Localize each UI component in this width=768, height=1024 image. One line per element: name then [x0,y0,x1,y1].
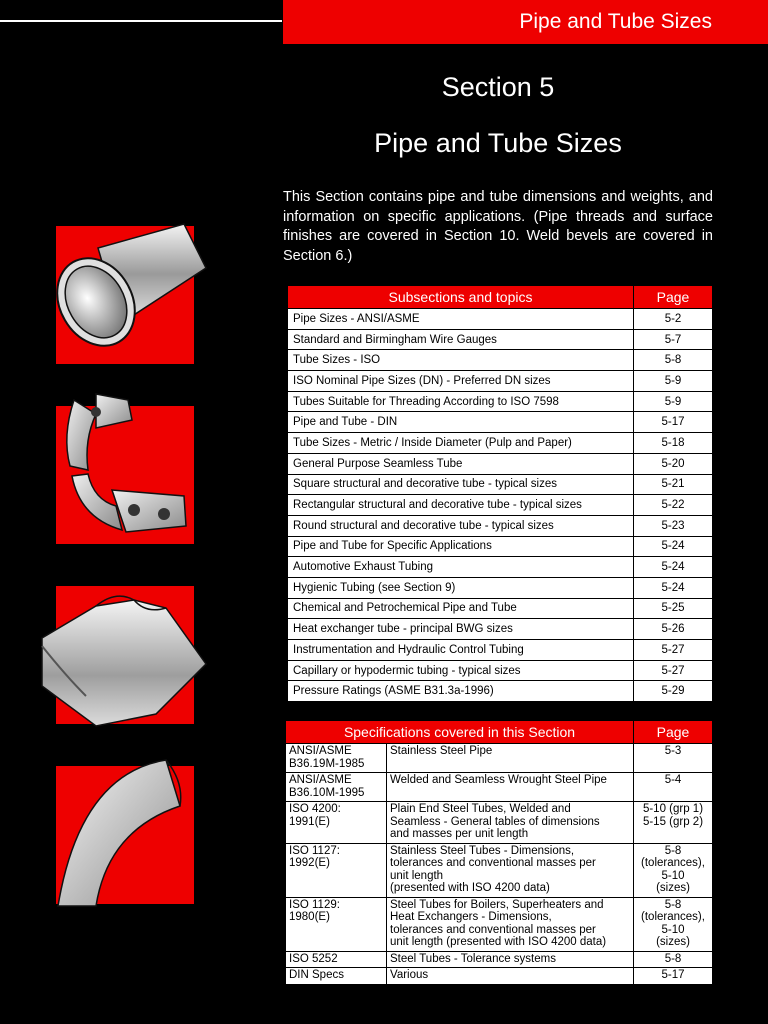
subsection-topic: Tube Sizes - Metric / Inside Diameter (Pulp and Paper) [288,433,634,454]
specification-title: Steel Tubes - Tolerance systems [387,951,634,968]
tee-fitting-icon [56,586,194,724]
specifications-header-spec: Specifications covered in this Section [286,721,634,744]
specification-page: 5-8 [634,951,713,968]
subsections-table [287,285,713,702]
flange-illustration [56,406,194,544]
subsection-topic: Pipe Sizes - ANSI/ASME [288,309,634,330]
subsection-page: 5-21 [634,474,713,495]
subsection-row [288,640,713,661]
subsection-row [288,329,713,350]
specification-row [286,773,713,802]
subsection-row [288,660,713,681]
subsection-topic: Pipe and Tube for Specific Applications [288,536,634,557]
subsection-page: 5-24 [634,557,713,578]
elbow-fitting-icon [56,766,194,904]
specification-row [286,968,713,985]
specification-code: DIN Specs [286,968,387,985]
specification-title: Plain End Steel Tubes, Welded and Seamless - General tables of dimensions and masses per unit length [387,802,634,844]
specifications-header-row [286,721,713,744]
subsection-page: 5-9 [634,371,713,392]
specification-code: ISO 1127: 1992(E) [286,843,387,897]
specification-page: 5-10 (grp 1) 5-15 (grp 2) [634,802,713,844]
subsection-row [288,515,713,536]
intro-paragraph: This Section contains pipe and tube dimensions and weights, and information on specific applications. (Pipe threads and surface finishes are covered in Section 10. Weld bevels are covered in Section 6.) [283,189,713,264]
section-number: Section 5 [441,72,555,102]
section-title: Pipe and Tube Sizes [374,128,622,158]
subsections-header-topic: Subsections and topics [288,286,634,309]
subsection-page: 5-22 [634,495,713,516]
specification-row [286,897,713,951]
specification-row [286,843,713,897]
specification-code: ANSI/ASME B36.10M-1995 [286,773,387,802]
subsection-row [288,577,713,598]
subsection-topic: Tube Sizes - ISO [288,350,634,371]
subsection-topic: Square structural and decorative tube - typical sizes [288,474,634,495]
subsections-header-row [288,286,713,309]
specification-page: 5-4 [634,773,713,802]
pipe-illustration [56,226,194,364]
specification-page: 5-8 (tolerances), 5-10 (sizes) [634,897,713,951]
specification-code: ISO 1129: 1980(E) [286,897,387,951]
specification-page: 5-8 (tolerances), 5-10 (sizes) [634,843,713,897]
specification-title: Welded and Seamless Wrought Steel Pipe [387,773,634,802]
subsection-page: 5-27 [634,660,713,681]
subsection-topic: ISO Nominal Pipe Sizes (DN) - Preferred DN sizes [288,371,634,392]
subsection-topic: Heat exchanger tube - principal BWG sizes [288,619,634,640]
subsection-topic: Pressure Ratings (ASME B31.3a-1996) [288,681,634,702]
subsection-page: 5-20 [634,453,713,474]
subsection-page: 5-24 [634,536,713,557]
subsection-page: 5-18 [634,433,713,454]
subsection-topic: Chemical and Petrochemical Pipe and Tube [288,598,634,619]
subsection-topic: Round structural and decorative tube - typical sizes [288,515,634,536]
header-band [283,0,768,44]
subsection-page: 5-24 [634,577,713,598]
subsection-topic: Hygienic Tubing (see Section 9) [288,577,634,598]
subsection-topic: Instrumentation and Hydraulic Control Tubing [288,640,634,661]
specification-title: Stainless Steel Pipe [387,744,634,773]
elbow-illustration [56,766,194,904]
subsection-row [288,495,713,516]
subsection-topic: Automotive Exhaust Tubing [288,557,634,578]
subsection-page: 5-9 [634,391,713,412]
subsection-row [288,371,713,392]
specifications-header-page: Page [634,721,713,744]
specification-row [286,951,713,968]
subsection-row [288,619,713,640]
subsection-topic: Pipe and Tube - DIN [288,412,634,433]
subsection-row [288,433,713,454]
specification-code: ANSI/ASME B36.19M-1985 [286,744,387,773]
subsection-topic: Capillary or hypodermic tubing - typical sizes [288,660,634,681]
specification-code: ISO 4200: 1991(E) [286,802,387,844]
top-rule [0,20,282,22]
subsection-topic: Tubes Suitable for Threading According to ISO 7598 [288,391,634,412]
specification-row [286,744,713,773]
header-title: Pipe and Tube Sizes [519,10,712,33]
specification-title: Stainless Steel Tubes - Dimensions, tolerances and conventional masses per unit length (presented with ISO 4200 data) [387,843,634,897]
subsection-row [288,681,713,702]
specification-row [286,802,713,844]
subsection-topic: Rectangular structural and decorative tube - typical sizes [288,495,634,516]
subsection-row [288,598,713,619]
subsection-row [288,453,713,474]
subsection-page: 5-8 [634,350,713,371]
specification-page: 5-17 [634,968,713,985]
specification-title: Various [387,968,634,985]
tee-illustration [56,586,194,724]
subsection-page: 5-7 [634,329,713,350]
pipe-icon [56,226,194,364]
subsections-header-page: Page [634,286,713,309]
subsection-page: 5-25 [634,598,713,619]
subsection-row [288,350,713,371]
subsection-row [288,474,713,495]
subsection-page: 5-27 [634,640,713,661]
subsection-topic: General Purpose Seamless Tube [288,453,634,474]
subsection-row [288,557,713,578]
specification-page: 5-3 [634,744,713,773]
split-flange-icon [56,406,194,544]
subsection-topic: Standard and Birmingham Wire Gauges [288,329,634,350]
subsection-page: 5-23 [634,515,713,536]
subsection-page: 5-17 [634,412,713,433]
specifications-table [285,720,713,985]
subsection-page: 5-2 [634,309,713,330]
specification-title: Steel Tubes for Boilers, Superheaters and Heat Exchangers - Dimensions, tolerances and conventional masses per unit length (presented with ISO 4200 data) [387,897,634,951]
subsection-row [288,391,713,412]
subsection-page: 5-26 [634,619,713,640]
specification-code: ISO 5252 [286,951,387,968]
subsection-row [288,536,713,557]
subsection-row [288,412,713,433]
subsection-row [288,309,713,330]
subsection-page: 5-29 [634,681,713,702]
